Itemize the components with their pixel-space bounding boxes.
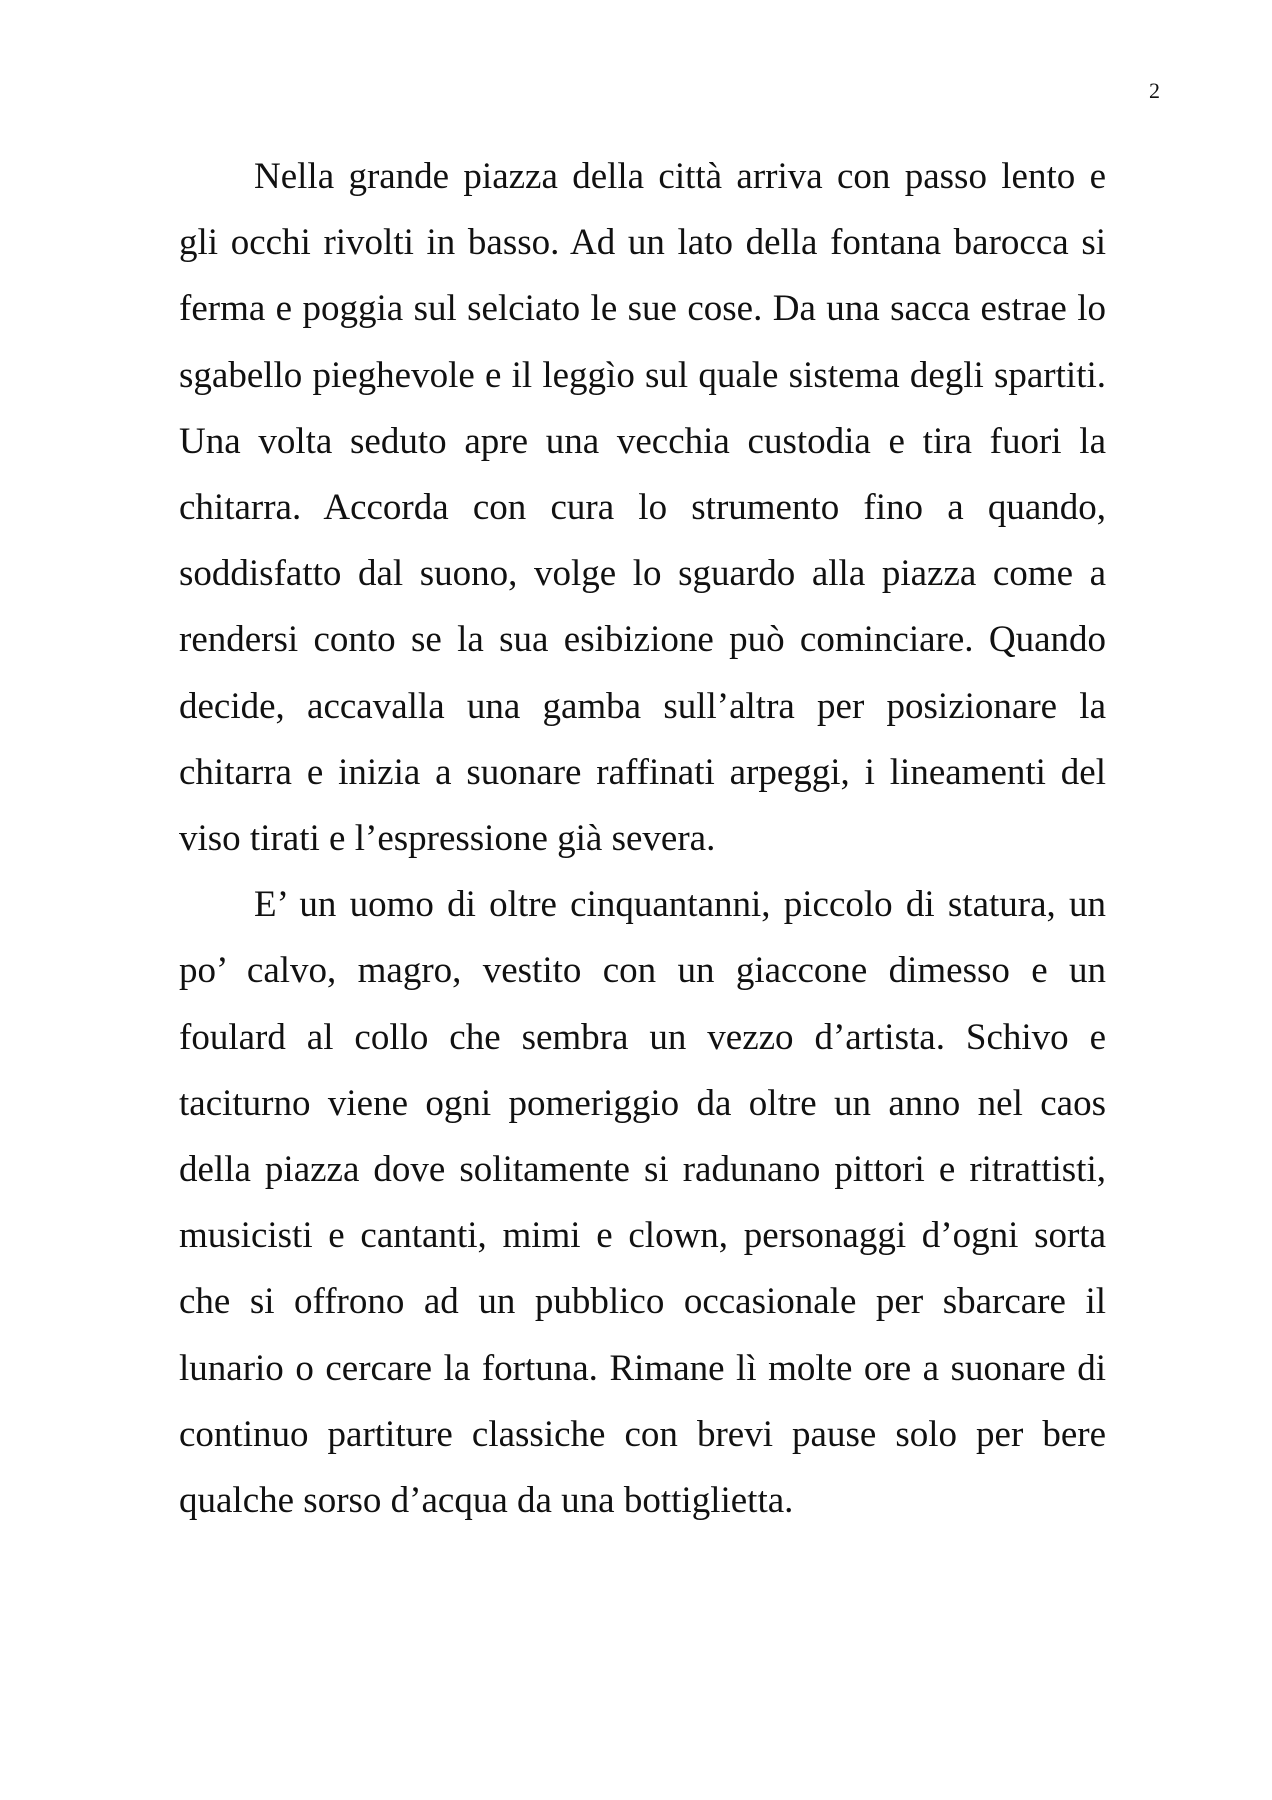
page-number: 2 [1149, 78, 1160, 103]
body-text [179, 144, 1106, 1534]
paragraph-1: Nella grande piazza della città arriva con passo lento e gli occhi rivolti in basso. Ad un lato della fontana barocca si ferma e poggia sul selciato le sue cose. Da una sacca estrae lo sgabello pieghevole e il leggìo sul quale sistema degli spartiti. Una volta seduto apre una vecchia custodia e tira fuori la chitarra. Accorda con cura lo strumento fino a quando, soddisfatto dal suono, volge lo sguardo alla piazza come a rendersi conto se la sua esibizione può cominciare. Quando decide, accavalla una gamba sull’altra per posizionare la chitarra e inizia a suonare raffinati arpeggi, i lineamenti del viso tirati e l’espressione già severa. [179, 156, 1106, 860]
paragraph-2: E’ un uomo di oltre cinquantanni, piccolo di statura, un po’ calvo, magro, vestito con un giaccone dimesso e un foulard al collo che sembra un vezzo d’artista. Schivo e taciturno viene ogni pomeriggio da oltre un anno nel caos della piazza dove solitamente si radunano pittori e ritrattisti, musicisti e cantanti, mimi e clown, personaggi d’ogni sorta che si offrono ad un pubblico occasionale per sbarcare il lunario o cercare la fortuna. Rimane lì molte ore a suonare di continuo partiture classiche con brevi pause solo per bere qualche sorso d’acqua da una bottiglietta. [179, 884, 1106, 1522]
